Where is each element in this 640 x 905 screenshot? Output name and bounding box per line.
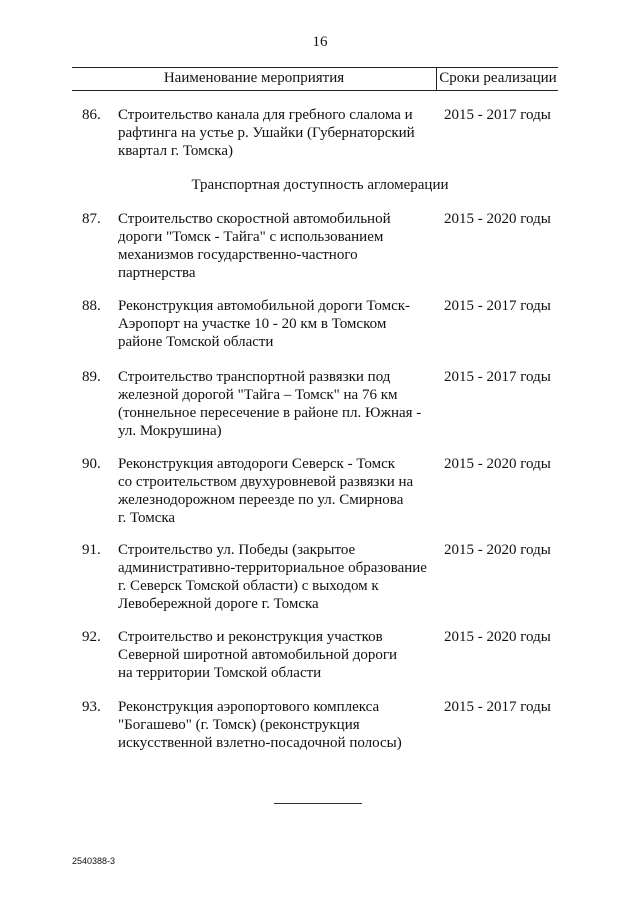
- row-term: 2015 - 2017 годы: [444, 699, 551, 715]
- row-term: 2015 - 2020 годы: [444, 456, 551, 472]
- row-name: [118, 368, 436, 440]
- row-term: 2015 - 2017 годы: [444, 298, 551, 314]
- row-term: 2015 - 2020 годы: [444, 542, 551, 558]
- row-name-line: Реконструкция автодороги Северск - Томск: [118, 456, 396, 472]
- row-name: [118, 210, 436, 282]
- header-col-term: Сроки реализации: [439, 70, 557, 86]
- document-code: 2540388-3: [72, 856, 116, 866]
- row-name: [118, 541, 436, 613]
- row-number: 90.: [82, 456, 101, 472]
- row-name-line: районе Томской области: [118, 334, 274, 350]
- row-name: [118, 106, 436, 160]
- row-name: [118, 455, 436, 527]
- row-name-line: Строительство и реконструкция участков: [118, 629, 383, 645]
- page-number: 16: [312, 34, 328, 50]
- row-name-line: г. Томска: [118, 510, 176, 526]
- row-name-line: со строительством двухуровневой развязки на: [118, 474, 414, 490]
- row-name-line: Аэропорт на участке 10 - 20 км в Томском: [118, 316, 387, 332]
- row-name-line: железной дорогой "Тайга – Томск" на 76 км: [118, 387, 398, 403]
- row-name: [118, 698, 436, 752]
- row-name-line: Строительство ул. Победы (закрытое: [118, 542, 356, 558]
- row-name-line: дороги "Томск - Тайга" с использованием: [118, 229, 384, 245]
- row-name-line: ул. Мокрушина): [118, 423, 222, 439]
- row-name-line: квартал г. Томска): [118, 143, 233, 159]
- table-header: [72, 67, 558, 91]
- row-name-line: Строительство скоростной автомобильной: [118, 211, 391, 227]
- row-number: 93.: [82, 699, 101, 715]
- row-name-line: "Богашево" (г. Томск) (реконструкция: [118, 717, 360, 733]
- row-term: 2015 - 2020 годы: [444, 629, 551, 645]
- row-term: 2015 - 2017 годы: [444, 369, 551, 385]
- row-number: 89.: [82, 369, 101, 385]
- row-name-line: механизмов государственно-частного: [118, 247, 358, 263]
- row-name-line: железнодорожном переезде по ул. Смирнова: [118, 492, 404, 508]
- row-name-line: Реконструкция аэропортового комплекса: [118, 699, 380, 715]
- row-number: 88.: [82, 298, 101, 314]
- row-name-line: рафтинга на устье р. Ушайки (Губернаторский: [118, 125, 415, 141]
- row-number: 87.: [82, 211, 101, 227]
- row-name-line: Левобережной дороге г. Томска: [118, 596, 319, 612]
- row-name-line: Строительство транспортной развязки под: [118, 369, 391, 385]
- row-number: 92.: [82, 629, 101, 645]
- row-number: 91.: [82, 542, 101, 558]
- end-rule: [274, 803, 362, 804]
- row-name-line: Строительство канала для гребного слалома и: [118, 107, 413, 123]
- row-number: 86.: [82, 107, 101, 123]
- section-title: Транспортная доступность агломерации: [191, 177, 449, 193]
- row-name-line: Северной широтной автомобильной дороги: [118, 647, 398, 663]
- row-term: 2015 - 2020 годы: [444, 211, 551, 227]
- row-name: [118, 628, 436, 682]
- header-col-name: Наименование мероприятия: [163, 70, 345, 86]
- row-name-line: г. Северск Томской области) с выходом к: [118, 578, 379, 594]
- row-name-line: партнерства: [118, 265, 196, 281]
- row-name: [118, 297, 436, 351]
- row-name-line: Реконструкция автомобильной дороги Томск-: [118, 298, 411, 314]
- header-divider: [436, 68, 437, 90]
- row-name-line: на территории Томской области: [118, 665, 322, 681]
- row-name-line: (тоннельное пересечение в районе пл. Южная -: [118, 405, 422, 421]
- row-name-line: административно-территориальное образование: [118, 560, 427, 576]
- row-name-line: искусственной взлетно-посадочной полосы): [118, 735, 402, 751]
- row-term: 2015 - 2017 годы: [444, 107, 551, 123]
